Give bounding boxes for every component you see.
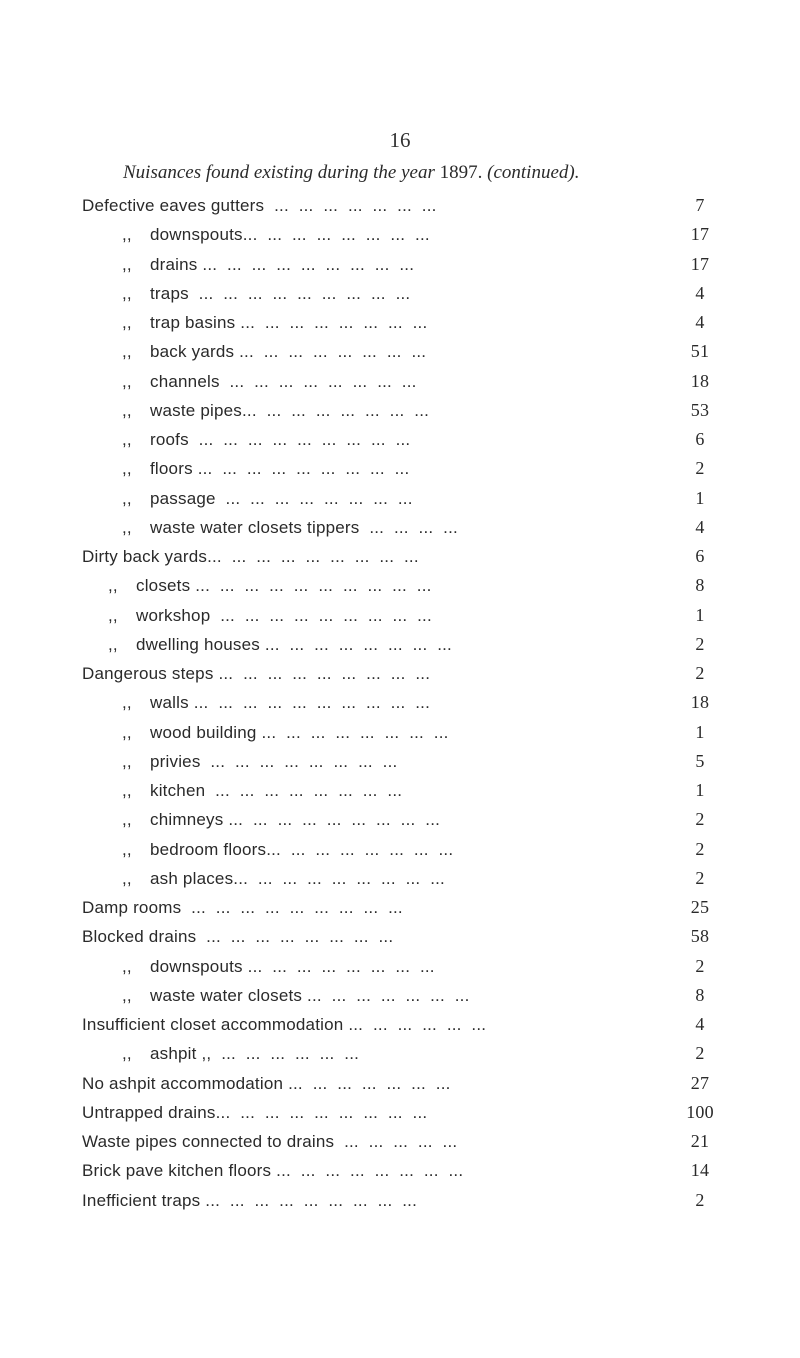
dot-leader: ... ... ... ... ... ... ... ... xyxy=(219,371,417,391)
item-text: Waste pipes connected to drains xyxy=(82,1132,335,1151)
dot-leader: ... ... ... ... ... ... ... ... ... xyxy=(210,576,432,596)
item-label xyxy=(122,805,440,834)
dot-leader: ... ... ... ... ... ... ... ... xyxy=(221,547,419,566)
list-item xyxy=(82,981,722,1010)
item-text: privies xyxy=(150,751,201,771)
item-text: traps xyxy=(150,283,189,303)
dot-leader: ... ... ... ... ... ... ... xyxy=(257,225,430,245)
ditto-mark: ,, xyxy=(122,781,132,800)
list-item xyxy=(82,250,722,279)
list-item xyxy=(82,1069,722,1098)
item-label xyxy=(122,776,402,805)
dot-leader: ... ... ... ... ... ... ... ... ... xyxy=(188,283,411,303)
list-item xyxy=(82,191,722,220)
dot-leader: ... ... ... ... ... ... ... ... xyxy=(220,1190,418,1210)
dot-leader: ... ... ... ... ... ... xyxy=(302,1073,451,1093)
dot-leader: ... ... ... ... ... ... xyxy=(321,985,470,1005)
list-item xyxy=(82,893,722,922)
item-count: 17 xyxy=(690,253,710,274)
ditto-mark: ,, xyxy=(108,605,118,625)
list-item xyxy=(82,513,722,542)
item-text: ashpit ,, xyxy=(150,1044,212,1064)
item-text: No ashpit accommodation ... xyxy=(82,1073,303,1093)
item-text: roofs xyxy=(150,430,189,449)
item-count: 2 xyxy=(695,663,705,683)
item-text: passage xyxy=(150,488,216,508)
dot-leader: ... ... ... ... ... ... ... ... ... xyxy=(181,898,403,917)
list-item xyxy=(82,279,722,308)
item-text: walls ... xyxy=(150,693,209,713)
item-count: 1 xyxy=(695,604,705,625)
item-count: 5 xyxy=(695,750,705,771)
item-label xyxy=(82,1156,463,1185)
item-count: 100 xyxy=(686,1101,714,1122)
dot-leader: ... ... ... ... ... xyxy=(363,1015,487,1034)
list-item xyxy=(82,805,722,834)
item-count: 2 xyxy=(695,1189,705,1210)
item-label xyxy=(82,1098,427,1127)
ditto-mark: ,, xyxy=(108,576,118,596)
dot-leader: ... ... ... ... ... ... ... ... xyxy=(212,459,410,479)
item-label xyxy=(82,1069,451,1098)
dot-leader: ... ... ... ... ... xyxy=(334,1132,458,1151)
ditto-mark: ,, xyxy=(122,956,132,976)
item-text: kitchen xyxy=(150,781,206,800)
ditto-mark: ,, xyxy=(122,722,132,742)
item-label xyxy=(122,250,414,279)
item-label xyxy=(122,513,458,542)
ditto-mark: ,, xyxy=(108,634,118,654)
list-item xyxy=(82,220,722,249)
ditto-mark: ,, xyxy=(122,751,132,771)
item-label xyxy=(108,630,452,659)
item-text: back yards ... xyxy=(150,342,254,362)
item-count: 4 xyxy=(695,312,705,332)
dot-leader: ... ... ... ... ... ... ... xyxy=(255,313,428,332)
item-label xyxy=(122,337,426,366)
dot-leader: ... ... ... ... ... ... xyxy=(211,1044,360,1064)
item-text: floors ... xyxy=(150,459,213,479)
item-label xyxy=(82,1127,457,1156)
heading-year: 1897. xyxy=(439,162,483,183)
item-text: Damp rooms xyxy=(82,898,182,917)
dot-leader: ... ... ... ... ... ... ... xyxy=(262,956,435,976)
item-label xyxy=(122,1039,359,1068)
list-item xyxy=(82,688,722,717)
item-label xyxy=(122,864,445,893)
item-label xyxy=(122,835,453,864)
list-item xyxy=(82,1186,722,1215)
dot-leader: ... ... ... ... ... ... ... ... xyxy=(243,810,441,830)
item-text: downspouts... xyxy=(150,225,258,245)
item-text: Untrapped drains... xyxy=(82,1102,231,1122)
table-heading xyxy=(123,162,579,184)
item-count: 8 xyxy=(695,575,705,596)
item-label xyxy=(122,220,430,249)
item-count: 4 xyxy=(695,282,705,303)
item-count: 1 xyxy=(695,721,705,742)
item-label xyxy=(122,718,449,747)
list-item xyxy=(82,1039,722,1068)
item-text: trap basins ... xyxy=(150,313,256,332)
item-label xyxy=(122,981,470,1010)
heading-title: Nuisances found existing during the year xyxy=(123,162,435,183)
ditto-mark: ,, xyxy=(122,1044,132,1064)
ditto-mark: ,, xyxy=(122,313,132,332)
ditto-mark: ,, xyxy=(122,488,132,508)
item-count: 2 xyxy=(695,458,705,479)
ditto-mark: ,, xyxy=(122,254,132,274)
ditto-mark: ,, xyxy=(122,430,132,449)
item-text: Defective eaves gutters xyxy=(82,196,265,215)
item-count: 18 xyxy=(690,370,710,391)
list-item xyxy=(82,425,722,454)
list-item xyxy=(82,1127,722,1156)
item-count: 2 xyxy=(695,633,705,654)
item-label xyxy=(122,308,427,337)
dot-leader: ... ... ... ... ... ... ... ... ... xyxy=(188,430,411,449)
nuisance-list xyxy=(82,191,722,1215)
item-text: waste water closets tippers xyxy=(150,517,360,537)
ditto-mark: ,, xyxy=(122,400,132,420)
list-item xyxy=(82,1010,722,1039)
ditto-mark: ,, xyxy=(122,810,132,830)
item-text: wood building ... xyxy=(150,722,277,742)
dot-leader: ... ... ... ... ... ... ... ... xyxy=(205,781,403,800)
item-count: 27 xyxy=(690,1072,710,1093)
ditto-mark: ,, xyxy=(122,868,132,888)
dot-leader: ... ... ... ... ... ... ... ... xyxy=(248,868,445,888)
list-item xyxy=(82,601,722,630)
dot-leader: ... ... ... ... ... ... ... xyxy=(290,1161,464,1181)
item-count: 21 xyxy=(690,1131,710,1151)
item-count: 58 xyxy=(690,926,710,947)
item-text: chimneys ... xyxy=(150,810,244,830)
item-count: 2 xyxy=(695,809,705,830)
dot-leader: ... ... ... ... ... ... ... ... xyxy=(217,254,415,274)
item-count: 51 xyxy=(690,341,710,362)
list-item xyxy=(82,630,722,659)
dot-leader: ... ... ... ... ... ... ... xyxy=(279,634,452,654)
item-label xyxy=(82,893,403,922)
list-item xyxy=(82,454,722,483)
item-label xyxy=(82,659,430,688)
ditto-mark: ,, xyxy=(122,459,132,479)
item-text: Dangerous steps ... xyxy=(82,664,234,683)
dot-leader: ... ... ... ... ... ... ... xyxy=(253,342,427,362)
item-label xyxy=(82,1010,486,1039)
item-label xyxy=(82,1186,417,1215)
dot-leader: ... ... ... ... ... ... ... ... xyxy=(230,1102,428,1122)
item-label xyxy=(108,601,432,630)
item-count: 4 xyxy=(695,516,705,537)
item-label xyxy=(122,484,413,513)
item-text: downspouts ... xyxy=(150,956,263,976)
item-count: 4 xyxy=(695,1014,705,1034)
item-count: 53 xyxy=(690,399,710,420)
item-count: 1 xyxy=(695,487,705,508)
dot-leader: ... ... ... ... ... ... ... ... xyxy=(196,927,394,947)
ditto-mark: ,, xyxy=(122,693,132,713)
item-label xyxy=(122,396,429,425)
item-text: dwelling houses ... xyxy=(136,634,280,654)
item-text: Brick pave kitchen floors ... xyxy=(82,1161,291,1181)
item-count: 25 xyxy=(690,897,710,917)
item-text: ash places... xyxy=(150,868,249,888)
item-label xyxy=(122,279,410,308)
ditto-mark: ,, xyxy=(122,342,132,362)
ditto-mark: ,, xyxy=(122,225,132,245)
list-item xyxy=(82,952,722,981)
dot-leader: ... ... ... ... ... ... ... xyxy=(276,722,449,742)
item-label xyxy=(108,571,432,600)
item-label xyxy=(122,425,410,454)
ditto-mark: ,, xyxy=(122,371,132,391)
ditto-mark: ,, xyxy=(122,517,132,537)
dot-leader: ... ... ... ... ... ... ... ... ... xyxy=(210,605,432,625)
item-text: Insufficient closet accommodation ... xyxy=(82,1015,364,1034)
list-item xyxy=(82,776,722,805)
item-count: 7 xyxy=(695,195,705,215)
list-item xyxy=(82,718,722,747)
dot-leader: ... ... ... ... ... ... ... xyxy=(264,196,437,215)
list-item xyxy=(82,542,722,571)
list-item xyxy=(82,367,722,396)
dot-leader: ... ... ... ... ... ... ... ... xyxy=(215,488,413,508)
list-item xyxy=(82,571,722,600)
list-item xyxy=(82,659,722,688)
ditto-mark: ,, xyxy=(122,985,132,1005)
list-item xyxy=(82,864,722,893)
item-text: waste pipes... xyxy=(150,400,257,420)
item-label xyxy=(82,191,437,220)
dot-leader: ... ... ... ... ... ... ... xyxy=(280,839,454,859)
heading-continued: (continued). xyxy=(487,162,580,183)
dot-leader: ... ... ... ... ... ... ... ... ... xyxy=(208,693,431,713)
item-count: 6 xyxy=(695,546,705,566)
item-count: 6 xyxy=(695,429,705,449)
dot-leader: ... ... ... ... ... ... ... ... xyxy=(200,751,398,771)
item-count: 2 xyxy=(695,1043,705,1064)
list-item xyxy=(82,337,722,366)
item-label xyxy=(122,747,397,776)
list-item xyxy=(82,1098,722,1127)
item-count: 18 xyxy=(690,692,710,713)
item-label xyxy=(82,922,393,951)
list-item xyxy=(82,484,722,513)
list-item xyxy=(82,747,722,776)
list-item xyxy=(82,396,722,425)
item-text: waste water closets ... xyxy=(150,985,322,1005)
list-item xyxy=(82,308,722,337)
item-text: Inefficient traps ... xyxy=(82,1190,221,1210)
item-text: closets ... xyxy=(136,576,211,596)
page-number: 16 xyxy=(389,128,411,152)
list-item xyxy=(82,922,722,951)
dot-leader: ... ... ... ... ... ... ... xyxy=(256,400,430,420)
item-text: drains ... xyxy=(150,254,218,274)
item-count: 8 xyxy=(695,984,705,1005)
item-text: bedroom floors... xyxy=(150,839,281,859)
ditto-mark: ,, xyxy=(122,839,132,859)
dot-leader: ... ... ... ... xyxy=(359,517,458,537)
item-label xyxy=(122,688,430,717)
ditto-mark: ,, xyxy=(122,283,132,303)
item-count: 2 xyxy=(695,867,705,888)
list-item xyxy=(82,835,722,864)
item-count: 1 xyxy=(695,780,705,800)
item-count: 14 xyxy=(690,1160,710,1181)
item-count: 2 xyxy=(695,838,705,859)
item-label xyxy=(82,542,419,571)
item-label xyxy=(122,367,417,396)
item-label xyxy=(122,454,409,483)
item-label xyxy=(122,952,435,981)
dot-leader: ... ... ... ... ... ... ... ... xyxy=(233,664,431,683)
item-text: Dirty back yards... xyxy=(82,547,222,566)
item-count: 17 xyxy=(690,224,710,245)
item-count: 2 xyxy=(695,955,705,976)
item-text: channels xyxy=(150,371,220,391)
item-text: workshop xyxy=(136,605,211,625)
list-item xyxy=(82,1156,722,1185)
item-text: Blocked drains xyxy=(82,927,197,947)
